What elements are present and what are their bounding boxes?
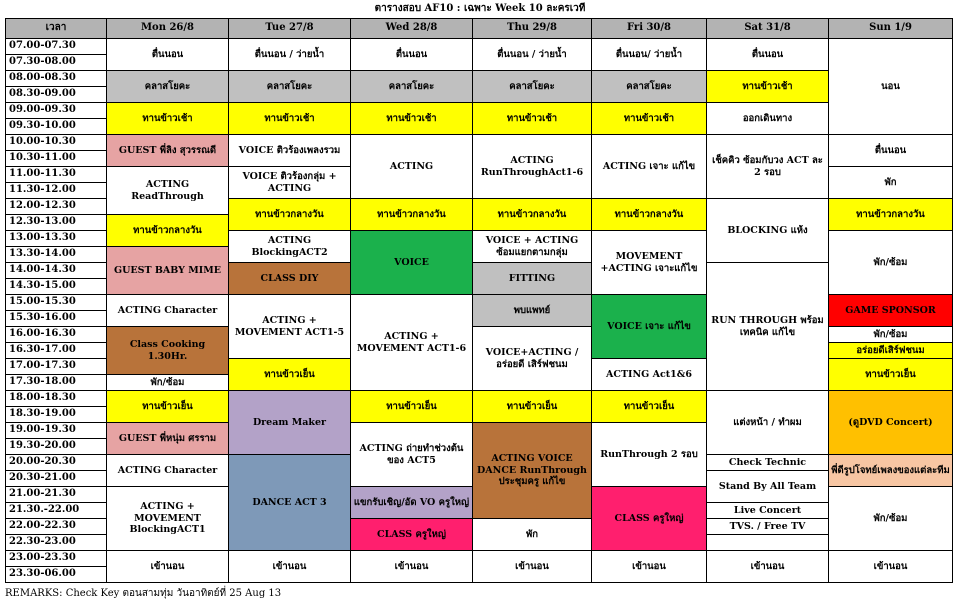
time-slot-label: 13.30-14.00: [5, 246, 107, 263]
day-header: Sun 1/9: [828, 18, 953, 39]
schedule-event: GUEST BABY MIME: [106, 246, 229, 295]
schedule-event: ทานข้าวกลางวัน: [350, 198, 473, 231]
schedule-grid: [5, 18, 952, 584]
time-slot-label: 08.00-08.30: [5, 70, 107, 87]
schedule-event: FITTING: [472, 262, 592, 295]
time-slot-label: 21.00-21.30: [5, 486, 107, 503]
schedule-event: แขกรับเชิญ/อัด VO ครูใหญ่: [350, 486, 473, 519]
schedule-event: CLASS ครูใหญ่: [591, 486, 707, 551]
schedule-event: ทานข้าวกลางวัน: [106, 214, 229, 247]
schedule-event: ทานข้าวเย็น: [350, 390, 473, 423]
schedule-event: ACTING Act1&6: [591, 358, 707, 391]
time-slot-label: 10.00-10.30: [5, 134, 107, 151]
schedule-event: ทานข้าวกลางวัน: [228, 198, 351, 231]
schedule-event: VOICE ติวร้องเพลงรวม: [228, 134, 351, 167]
time-slot-label: 14.00-14.30: [5, 262, 107, 279]
schedule-event: RunThrough 2 รอบ: [591, 422, 707, 487]
schedule-event: คลาสโยคะ: [106, 70, 229, 103]
schedule-event: ทานข้าวเช้า: [350, 102, 473, 135]
schedule-event: แต่งหน้า / ทำผม: [706, 390, 829, 455]
schedule-event: ACTING + MOVEMENT BlockingACT1: [106, 486, 229, 551]
schedule-event: ตื่นนอน: [828, 134, 953, 167]
schedule-event: ACTING + MOVEMENT ACT1-5: [228, 294, 351, 359]
schedule-event: ตื่นนอน/ ว่ายน้ำ: [591, 38, 707, 71]
schedule-event: ทานข้าวเย็น: [472, 390, 592, 423]
time-slot-label: 22.30-23.00: [5, 534, 107, 551]
day-header: Sat 31/8: [706, 18, 829, 39]
schedule-event: คลาสโยคะ: [350, 70, 473, 103]
time-slot-label: 18.00-18.30: [5, 390, 107, 407]
schedule-event: พัก: [472, 518, 592, 551]
schedule-event: คลาสโยคะ: [228, 70, 351, 103]
schedule-event: ACTING VOICE DANCE RunThrough ประชุมครู แก้ไข: [472, 422, 592, 519]
schedule-event: ACTING ถ่ายทำช่วงต้น ของ ACT5: [350, 422, 473, 487]
schedule-event: ตื่นนอน / ว่ายน้ำ: [228, 38, 351, 71]
schedule-event: พัก/ซ้อม: [106, 374, 229, 391]
day-header: Fri 30/8: [591, 18, 707, 39]
time-slot-label: 09.00-09.30: [5, 102, 107, 119]
schedule-event: CLASS DIY: [228, 262, 351, 295]
schedule-event: ตื่นนอน / ว่ายน้ำ: [472, 38, 592, 71]
schedule-event: เข้านอน: [228, 550, 351, 583]
schedule-event: Stand By All Team: [706, 470, 829, 503]
schedule-event: ทานข้าวเย็น: [228, 358, 351, 391]
schedule-event: BLOCKING แห้ง: [706, 198, 829, 263]
schedule-event: (ดูDVD Concert): [828, 390, 953, 455]
schedule-event: เข้านอน: [828, 550, 953, 583]
schedule-event: ทานข้าวเช้า: [228, 102, 351, 135]
time-slot-label: 16.00-16.30: [5, 326, 107, 343]
schedule-event: เข้านอน: [472, 550, 592, 583]
schedule-event: เช็คคิว ซ้อมกับวง ACT ละ 2 รอบ: [706, 134, 829, 199]
schedule-event: ทานข้าวเย็น: [828, 358, 953, 391]
schedule-event: พบแพทย์: [472, 294, 592, 327]
schedule-event: ทานข้าวกลางวัน: [472, 198, 592, 231]
time-slot-label: 17.00-17.30: [5, 358, 107, 375]
schedule-event: นอน: [828, 38, 953, 135]
schedule-event: ออกเดินทาง: [706, 102, 829, 135]
schedule-event: ACTING: [350, 134, 473, 199]
schedule-event: VOICE ติวร้องกลุ่ม + ACTING: [228, 166, 351, 199]
day-header: Thu 29/8: [472, 18, 592, 39]
time-slot-label: 12.00-12.30: [5, 198, 107, 215]
time-slot-label: 07.00-07.30: [5, 38, 107, 55]
time-slot-label: 19.30-20.00: [5, 438, 107, 455]
time-slot-label: 09.30-10.00: [5, 118, 107, 135]
time-slot-label: 10.30-11.00: [5, 150, 107, 167]
schedule-event: พัก/ซ้อม: [828, 326, 953, 343]
schedule-event: VOICE: [350, 230, 473, 295]
time-slot-label: 22.00-22.30: [5, 518, 107, 535]
schedule-event: พัก/ซ้อม: [828, 486, 953, 551]
schedule-event: ทานข้าวเช้า: [706, 70, 829, 103]
schedule-event: อร่อยดีเสิร์ฟชนม: [828, 342, 953, 359]
schedule-event: VOICE + ACTING ซ้อมแยกตามกลุ่ม: [472, 230, 592, 263]
schedule-event: RUN THROUGH พร้อม เทคนิค แก้ไข: [706, 262, 829, 391]
schedule-event: ทานข้าวเย็น: [106, 390, 229, 423]
time-slot-label: 11.30-12.00: [5, 182, 107, 199]
time-slot-label: 19.00-19.30: [5, 422, 107, 439]
schedule-event: [706, 534, 829, 551]
time-slot-label: 12.30-13.00: [5, 214, 107, 231]
time-slot-label: 11.00-11.30: [5, 166, 107, 183]
time-slot-label: 20.00-20.30: [5, 454, 107, 471]
day-header: Tue 27/8: [228, 18, 351, 39]
time-slot-label: 08.30-09.00: [5, 86, 107, 103]
schedule-event: TVS. / Free TV: [706, 518, 829, 535]
schedule-event: GAME SPONSOR: [828, 294, 953, 327]
schedule-event: คลาสโยคะ: [591, 70, 707, 103]
time-slot-label: 21.30.-22.00: [5, 502, 107, 519]
schedule-event: คลาสโยคะ: [472, 70, 592, 103]
schedule-event: ACTING Character: [106, 294, 229, 327]
schedule-event: ทานข้าวเช้า: [591, 102, 707, 135]
schedule-event: ทานข้าวเช้า: [106, 102, 229, 135]
schedule-event: Live Concert: [706, 502, 829, 519]
schedule-event: ทานข้าวเย็น: [591, 390, 707, 423]
schedule-event: เข้านอน: [106, 550, 229, 583]
schedule-event: ACTING Character: [106, 454, 229, 487]
time-slot-label: 15.30-16.00: [5, 310, 107, 327]
schedule-event: Check Technic: [706, 454, 829, 471]
schedule-event: เข้านอน: [706, 550, 829, 583]
time-slot-label: 20.30-21.00: [5, 470, 107, 487]
schedule-event: เข้านอน: [350, 550, 473, 583]
time-slot-label: 07.30-08.00: [5, 54, 107, 71]
time-slot-label: 23.30-06.00: [5, 566, 107, 583]
schedule-event: VOICE เจาะ แก้ไข: [591, 294, 707, 359]
schedule-event: ACTING BlockingACT2: [228, 230, 351, 263]
schedule-title: ตารางสอบ AF10 : เฉพาะ Week 10 ละครเวที: [374, 3, 586, 14]
remarks-note: REMARKS: Check Key ตอนสามทุ่ม วันอาทิตย์ที่ 25 Aug 13: [5, 588, 282, 599]
schedule-event: ตื่นนอน: [106, 38, 229, 71]
schedule-event: GUEST พี่ลิง สุวรรณดี: [106, 134, 229, 167]
time-slot-label: 18.30-19.00: [5, 406, 107, 423]
schedule-event: CLASS ครูใหญ่: [350, 518, 473, 551]
day-header: Mon 26/8: [106, 18, 229, 39]
time-slot-label: 17.30-18.00: [5, 374, 107, 391]
time-slot-label: 13.00-13.30: [5, 230, 107, 247]
schedule-event: พี่ดีรูปโจทย์เพลงของแต่ละทีม: [828, 454, 953, 487]
time-slot-label: 14.30-15.00: [5, 278, 107, 295]
schedule-event: ACTING + MOVEMENT ACT1-6: [350, 294, 473, 391]
time-column-header: เวลา: [5, 18, 107, 39]
schedule-event: ตื่นนอน: [350, 38, 473, 71]
schedule-event: ACTING ReadThrough: [106, 166, 229, 215]
schedule-event: เข้านอน: [591, 550, 707, 583]
schedule-event: พัก: [828, 166, 953, 199]
time-slot-label: 15.00-15.30: [5, 294, 107, 311]
schedule-event: ACTING เจาะ แก้ไข: [591, 134, 707, 199]
schedule-event: Class Cooking 1.30Hr.: [106, 326, 229, 375]
schedule-event: Dream Maker: [228, 390, 351, 455]
schedule-event: ตื่นนอน: [706, 38, 829, 71]
schedule-event: พัก/ซ้อม: [828, 230, 953, 295]
schedule-event: VOICE+ACTING / อร่อยดี เสิร์ฟชนม: [472, 326, 592, 391]
schedule-event: ACTING RunThroughAct1-6: [472, 134, 592, 199]
schedule-event: ทานข้าวเช้า: [472, 102, 592, 135]
time-slot-label: 16.30-17.00: [5, 342, 107, 359]
time-slot-label: 23.00-23.30: [5, 550, 107, 567]
day-header: Wed 28/8: [350, 18, 473, 39]
schedule-event: ทานข้าวกลางวัน: [591, 198, 707, 231]
schedule-event: ทานข้าวกลางวัน: [828, 198, 953, 231]
schedule-event: MOVEMENT +ACTING เจาะแก้ไข: [591, 230, 707, 295]
schedule-event: GUEST พี่หนุ่ม ศรราม: [106, 422, 229, 455]
schedule-event: DANCE ACT 3: [228, 454, 351, 551]
